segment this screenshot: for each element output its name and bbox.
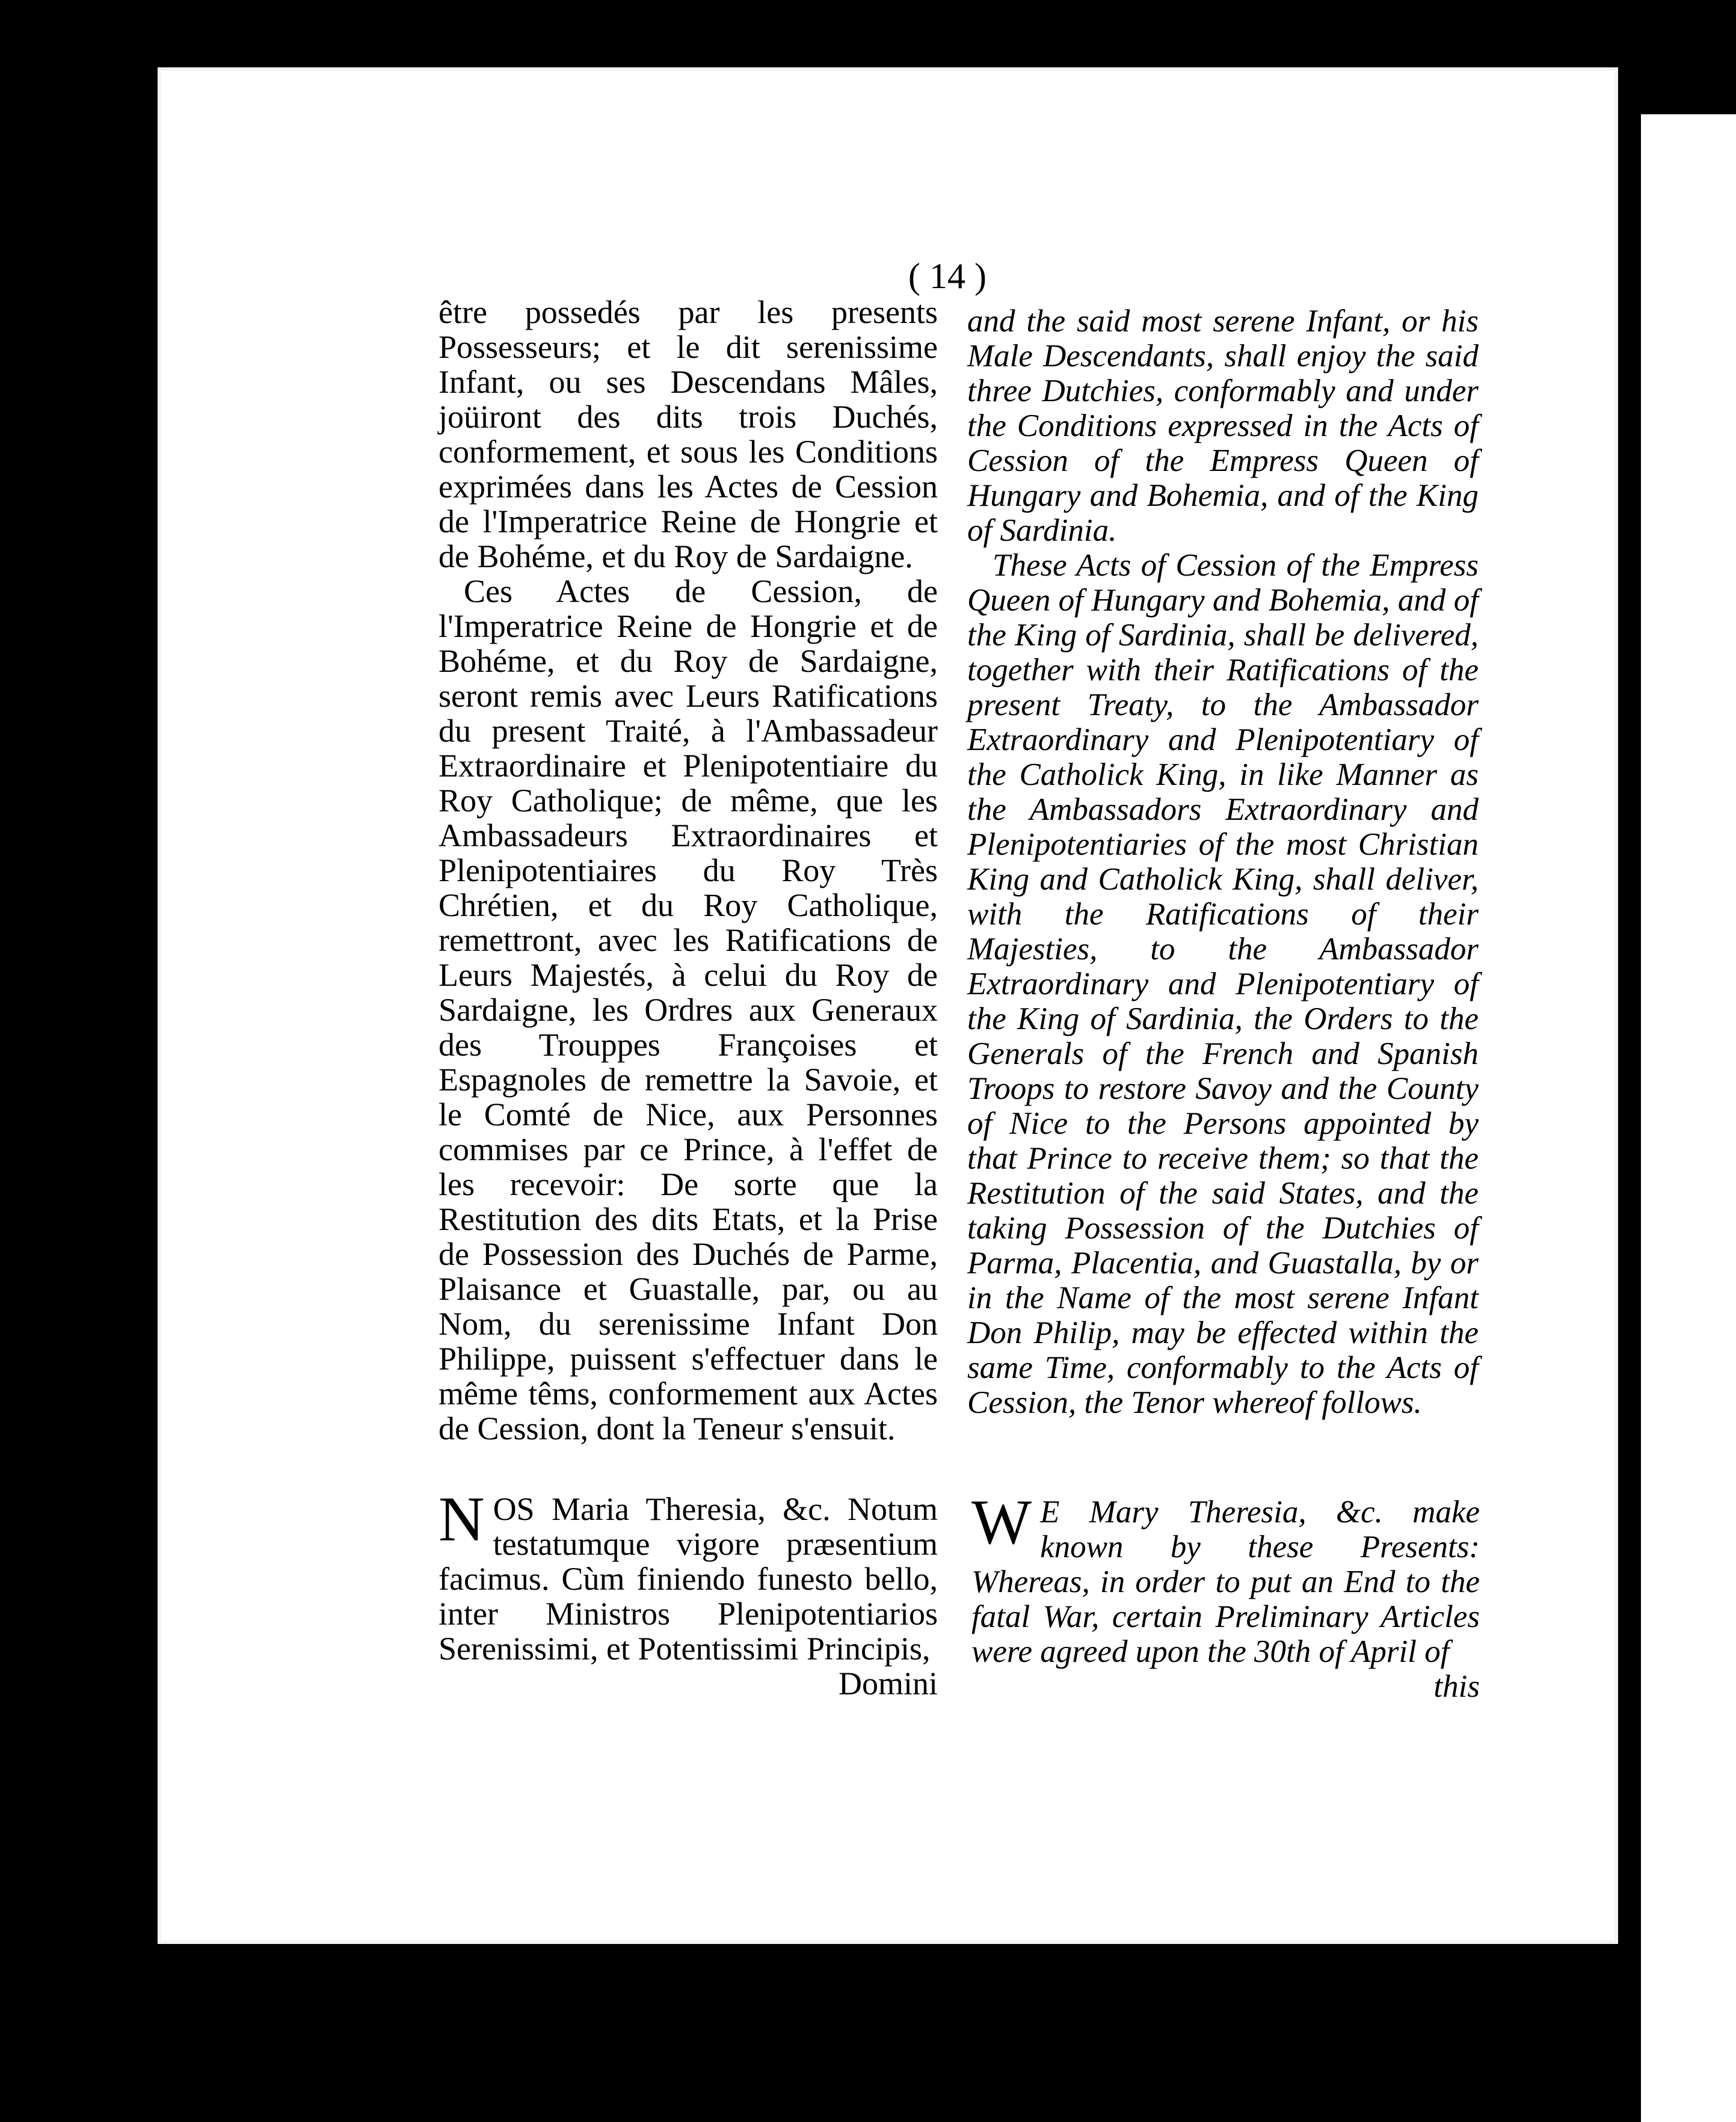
latin-dropcap: N [439, 1484, 485, 1554]
english-act-dropcap: W [971, 1487, 1032, 1557]
latin-text: OS Maria Theresia, &c. Notum testatumque vigore præsentium facimus. Cùm finiendo funesto bello, inter Ministros Plenipotentiarios Serenissimi, et Potentissimi Principis, [439, 1491, 938, 1667]
latin-paragraph [439, 1484, 938, 1702]
french-column [439, 295, 938, 1446]
english-paragraph-2: These Acts of Cession of the Empress Queen of Hungary and Bohemia, and of the King of Sardinia, shall be delivered, together with their Ratifications of the present Treaty, to the Ambassador Extraordinary and Plenipotentiary of the Catholick King, in like Manner as the Ambassadors Extraordinary and Plenipotentiaries of the most Christian King and Catholick King, shall deliver, with the Ratifications of their Majesties, to the Ambassador Extraordinary and Plenipotentiary of the King of Sardinia, the Orders to the Generals of the French and Spanish Troops to restore Savoy and the County of Nice to the Persons appointed by that Prince to receive them; so that the Restitution of the said States, and the taking Possession of the Dutchies of Parma, Placentia, and Guastalla, by or in the Name of the most serene Infant Don Philip, may be effected within the same Time, conformably to the Acts of Cession, the Tenor whereof follows. [967, 548, 1479, 1420]
latin-act-section [439, 1484, 938, 1702]
english-act-catchword: this [1433, 1669, 1480, 1704]
page-number: ( 14 ) [908, 256, 987, 296]
latin-catchword: Domini [838, 1665, 938, 1702]
english-act-paragraph [971, 1487, 1480, 1704]
english-act-section [971, 1487, 1480, 1704]
english-paragraph-1: and the said most serene Infant, or his Male Descendants, shall enjoy the said three Dutchies, conformably and under the Conditions expressed in the Acts of Cession of the Empress Queen of Hungary and Bohemia, and of the King of Sardinia. [967, 304, 1479, 548]
facing-page-edge [1641, 114, 1736, 2122]
english-act-text: E Mary Theresia, &c. make known by these Presents: Whereas, in order to put an End to the fatal War, certain Preliminary Articles were agreed upon the 30th of April of [971, 1495, 1480, 1669]
english-column [967, 304, 1479, 1420]
french-paragraph-1: être possedés par les presents Possesseurs; et le dit serenissime Infant, ou ses Descendans Mâles, joüiront des dits trois Duchés, conformement, et sous les Conditions exprimées dans les Actes de Cession de l'Imperatrice Reine de Hongrie et de Bohéme, et du Roy de Sardaigne. [439, 294, 938, 574]
french-paragraph-2: Ces Actes de Cession, de l'Imperatrice Reine de Hongrie et de Bohéme, et du Roy de Sardaigne, seront remis avec Leurs Ratifications du present Traité, à l'Ambassadeur Extraordinaire et Plenipotentiaire du Roy Catholique; de même, que les Ambassadeurs Extraordinaires et Plenipotentiaires du Roy Très Chrétien, et du Roy Catholique, remettront, avec les Ratifications de Leurs Majestés, à celui du Roy de Sardaigne, les Ordres aux Generaux des Trouppes Françoises et Espagnoles de remettre la Savoie, et le Comté de Nice, aux Personnes commises par ce Prince, à l'effet de les recevoir: De sorte que la Restitution des dits Etats, et la Prise de Possession des Duchés de Parme, Plaisance et Guastalle, par, ou au Nom, du serenissime Infant Don Philippe, puissent s'effectuer dans le même têms, conformement aux Actes de Cession, dont la Teneur s'ensuit. [439, 573, 938, 1447]
